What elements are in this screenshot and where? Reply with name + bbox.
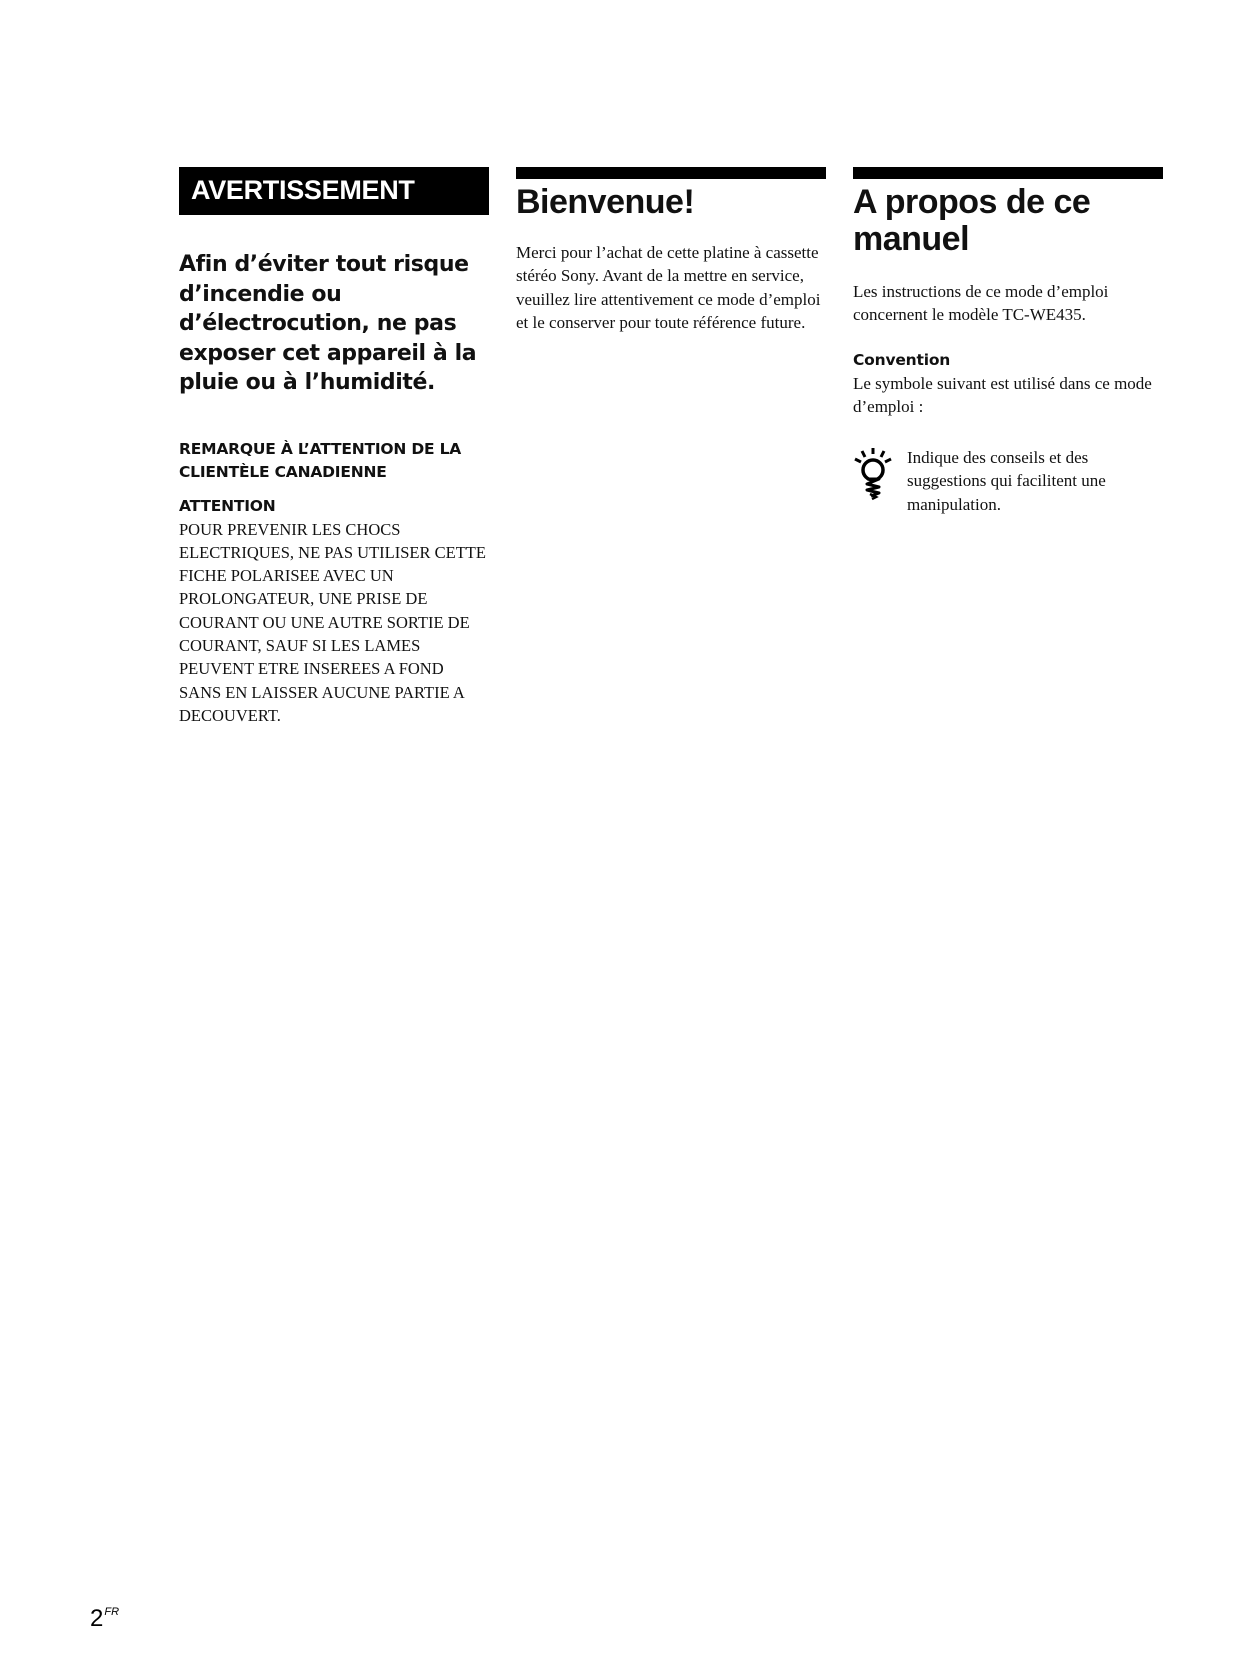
convention-title: Convention xyxy=(853,350,951,369)
about-column xyxy=(853,167,1163,516)
tip-legend xyxy=(853,446,1163,516)
tip-text: Indique des conseils et des suggestions qui facilitent une manipulation. xyxy=(907,448,1106,514)
page-language-suffix: FR xyxy=(104,1606,120,1618)
warning-header: AVERTISSEMENT xyxy=(179,167,489,215)
warning-main-text: Afin d’éviter tout risque d’incendie ou d’électrocution, ne pas exposer cet appareil à la pluie ou à l’humidité. xyxy=(179,252,477,395)
welcome-column xyxy=(516,167,826,334)
canada-caution xyxy=(179,438,489,728)
convention-text: Le symbole suivant est utilisé dans ce mode d’emploi : xyxy=(853,373,1152,416)
attention-text: POUR PREVENIR LES CHOCS ELECTRIQUES, NE PAS UTILISER CETTE FICHE POLARISEE AVEC UN PROLONGATEUR, UNE PRISE DE COURANT OU UNE AUTRE SORTIE DE COURANT, SAUF SI LES LAMES PEUVENT ETRE INSEREES A FOND SANS EN LAISSER AUCUNE PARTIE A DECOUVERT. xyxy=(179,519,486,725)
section-rule xyxy=(853,167,1163,179)
about-title: A propos de ce manuel xyxy=(853,183,1091,258)
welcome-title: Bienvenue! xyxy=(516,183,695,221)
page-number xyxy=(90,1605,119,1633)
warning-column xyxy=(179,167,489,727)
attention-label: ATTENTION xyxy=(179,496,276,515)
page-number-value: 2 xyxy=(90,1605,104,1632)
about-text: Les instructions de ce mode d’emploi concernent le modèle TC-WE435. xyxy=(853,282,1109,325)
section-rule xyxy=(516,167,826,179)
lightbulb-tip-icon xyxy=(853,446,893,502)
welcome-text: Merci pour l’achat de cette platine à cassette stéréo Sony. Avant de la mettre en service, veuillez lire attentivement ce mode d’emploi et le conserver pour toute référence future. xyxy=(516,243,821,332)
canada-note-title: REMARQUE À L’ATTENTION DE LA CLIENTÈLE CANADIENNE xyxy=(179,439,462,481)
